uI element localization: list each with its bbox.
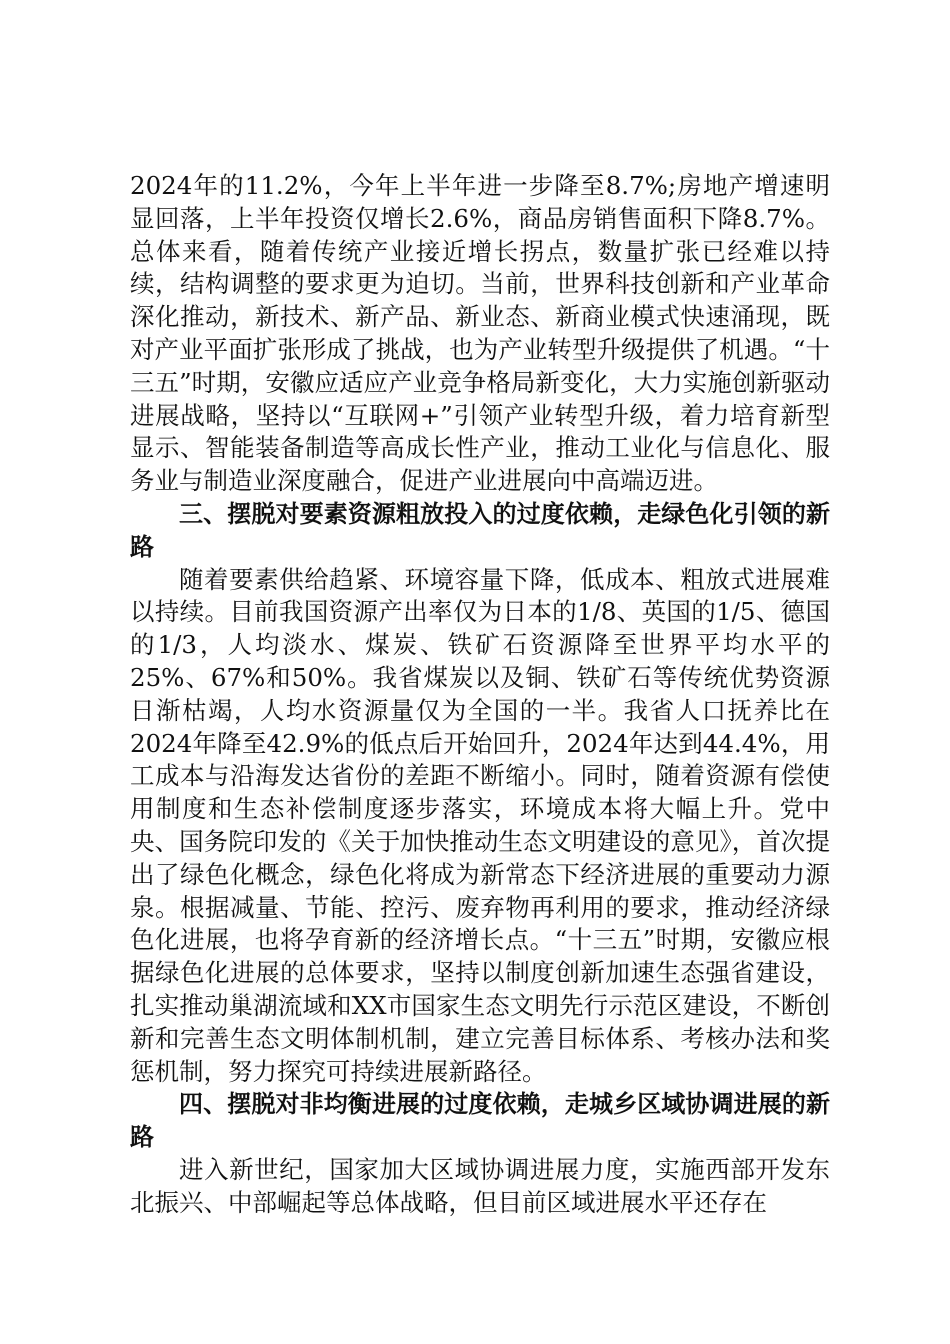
- paragraph-section-3: 随着要素供给趋紧、环境容量下降，低成本、粗放式进展难以持续。目前我国资源产出率仅为日本的1/8、英国的1/5、德国的1/3，人均淡水、煤炭、铁矿石资源降至世界平均水平的25%、67%和50%。我省煤炭以及铜、铁矿石等传统优势资源日渐枯竭，人均水资源量仅为全国的一半。我省人口抚养比在2024年降至42.9%的低点后开始回升，2024年达到44.4%，用工成本与沿海发达省份的差距不断缩小。同时，随着资源有偿使用制度和生态补偿制度逐步落实，环境成本将大幅上升。党中央、国务院印发的《关于加快推动生态文明建设的意见》，首次提出了绿色化概念，绿色化将成为新常态下经济进展的重要动力源泉。根据减量、节能、控污、废弃物再利用的要求，推动经济绿色化进展，也将孕育新的经济增长点。“十三五”时期，安徽应根据绿色化进展的总体要求，坚持以制度创新加速生态强省建设，扎实推动巢湖流域和XX市国家生态文明先行示范区建设，不断创新和完善生态文明体制机制，建立完善目标体系、考核办法和奖惩机制，努力探究可持续进展新路径。: [130, 564, 830, 1086]
- paragraph-continuation: 2024年的11.2%，今年上半年进一步降至8.7%;房地产增速明显回落，上半年投资仅增长2.6%，商品房销售面积下降8.7%。总体来看，随着传统产业接近增长拐点，数量扩张已经难以持续，结构调整的要求更为迫切。当前，世界科技创新和产业革命深化推动，新技术、新产品、新业态、新商业模式快速涌现，既对产业平面扩张形成了挑战，也为产业转型升级提供了机遇。“十三五”时期，安徽应适应产业竞争格局新变化，大力实施创新驱动进展战略，坚持以“互联网+”引领产业转型升级，着力培育新型显示、智能装备制造等高成长性产业，推动工业化与信息化、服务业与制造业深度融合，促进产业进展向中高端迈进。: [130, 171, 830, 496]
- section-heading-3: 三、摆脱对要素资源粗放投入的过度依赖，走绿色化引领的新路: [130, 499, 830, 561]
- section-heading-4: 四、摆脱对非均衡进展的过度依赖，走城乡区域协调进展的新路: [130, 1090, 830, 1152]
- paragraph-section-4: 进入新世纪，国家加大区域协调进展力度，实施西部开发东北振兴、中部崛起等总体战略，但目前区域进展水平还存在: [130, 1154, 830, 1217]
- document-body: [130, 170, 830, 1220]
